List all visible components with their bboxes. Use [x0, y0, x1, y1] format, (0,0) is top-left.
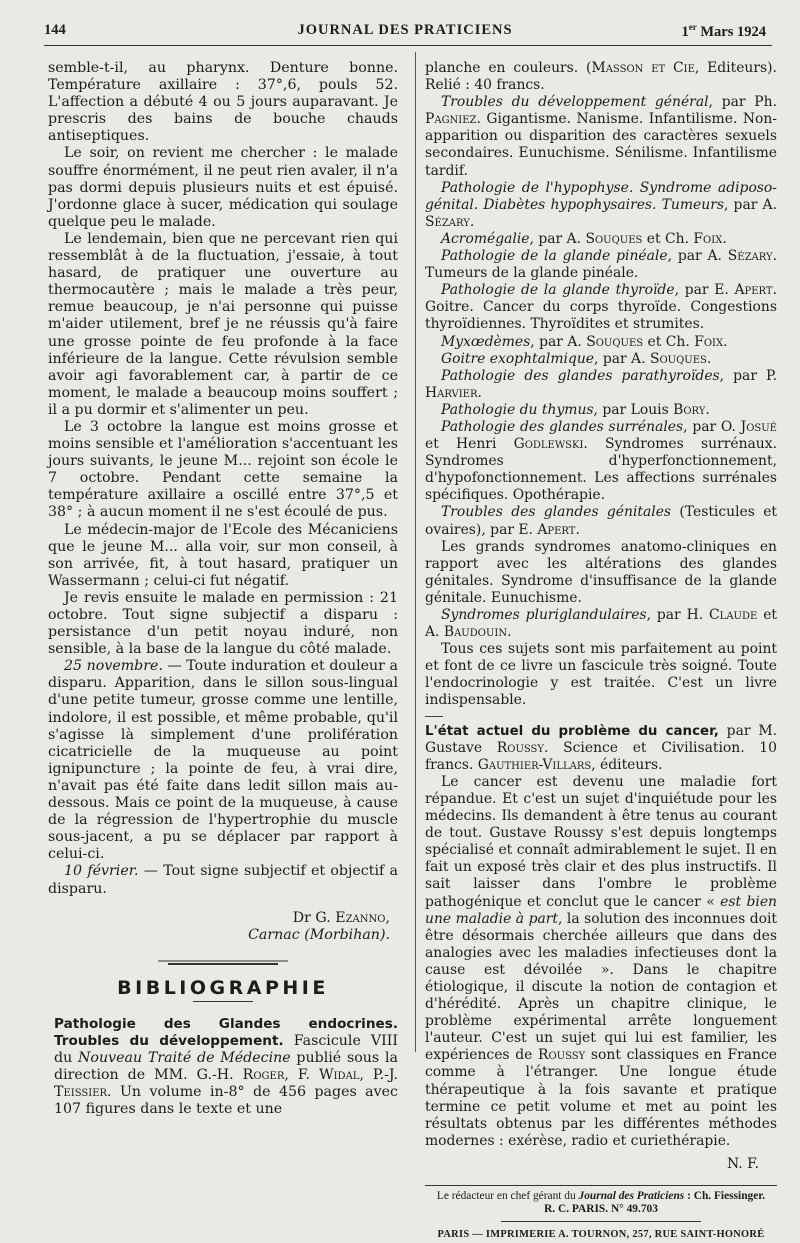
- review-paragraph: Le cancer est devenu une maladie fort répandue. Et c'est un sujet d'inquiétude pour les médecins. Ils demandent à être tenus au courant de tout. Gustave Roussy s'est depuis longtemps spécialisé et connaît admirablement le sujet. Il en fait un exposé très clair et des plus instructifs. Il sait laisser dans l'ombre le problème pathogénique et conclut que le cancer « est bien une maladie à part, la solution des inconnues doit être désormais cherchée ailleurs que dans des analogies avec les maladies infectieuses dont la cause est dévoilée ». Dans le chapitre étiologique, il discute la notion de contagion et d'hérédité. Après un chapitre clinique, le problème expérimental arrête longuement l'auteur. C'est un sujet qui lui est familier, les expériences de Roussy sont classiques en France comme à l'étranger. Une longue étude thérapeutique à la fois savante et pratique termine ce petit volume et met au point les résultats obtenus par les différentes méthodes modernes : exérèse, radio et curiethérapie.: [425, 773, 777, 1149]
- paragraph: Le médecin-major de l'Ecole des Mécaniciens que le jeune M... alla voir, sur mon conseil, à son arrivée, fit, à tout hasard, pratiquer un Wassermann ; celui-ci fut négatif.: [48, 521, 398, 589]
- paragraph: Je revis ensuite le malade en permission : 21 octobre. Tout signe subjectif a disparu : persistance d'un petit noyau induré, non sensible, à la base de la langue du côté malade.: [48, 589, 398, 658]
- toc-entry: Pathologie de l'hypophyse. Syndrome adiposo-génital. Diabètes hypophysaires. Tumeurs, par A. Sézary.: [425, 179, 777, 230]
- toc-entry: Acromégalie, par A. Souques et Ch. Foix.: [441, 230, 727, 247]
- issue-date: 1er Mars 1924: [681, 22, 766, 40]
- paragraph: semble-t-il, au pharynx. Denture bonne. Température axillaire : 37°,6, pouls 52. L'affection a débuté 4 ou 5 jours auparavant. Je prescris des bains de bouche chauds antiseptiques.: [48, 60, 398, 145]
- book-entry: Pathologie des Glandes endocrines. Troubles du développement. Fascicule VIII du Nouveau Traité de Médecine publié sous la direction de MM. G.-H. Roger, F. Widal, P.-J. Teissier. Un volume in-8° de 456 pages avec 107 figures dans le texte et une: [54, 1015, 399, 1118]
- right-column: [425, 60, 777, 1243]
- book-entry: L'état actuel du problème du cancer, par M. Gustave Roussy. Science et Civilisation. 10 francs. Gauthier-Villars, éditeurs.: [425, 722, 777, 773]
- toc-entry: Les grands syndromes anatomo-cliniques en rapport avec les altérations des glandes génitales. Syndrome d'insuffisance de la glande génitale. Eunuchisme.: [425, 538, 777, 606]
- toc-entry: Myxœdèmes, par A. Souques et Ch. Foix.: [441, 333, 728, 350]
- toc-entry: Troubles des glandes génitales (Testicules et ovaires), par E. Apert.: [425, 504, 777, 538]
- paragraph: Le 3 octobre la langue est moins grosse et moins sensible et l'amélioration s'accentuant les jours suivants, le jeune M... rejoint son école le 7 octobre. Pendant cette semaine la température axillaire a oscillé entre 37°,5 et 38° ; à aucun moment il ne s'est écoulé de pus.: [48, 418, 398, 521]
- paragraph: planche en couleurs. (Masson et Cie, Editeurs). Relié : 40 francs.: [425, 60, 777, 94]
- toc-entry: Pathologie de la glande pinéale, par A. Sézary. Tumeurs de la glande pinéale.: [425, 248, 777, 282]
- toc-entry: Syndromes pluriglandulaires, par H. Claude et A. Baudouin.: [425, 607, 778, 641]
- review-paragraph: Tous ces sujets sont mis parfaitement au point et font de ce livre un fascicule très soigné. Toute l'endocrinologie y est traitée. C'est un livre indispensable.: [425, 641, 777, 709]
- title-rule: [193, 1001, 253, 1002]
- signature: Dr G. Ezanno, Carnac (Morbihan).: [248, 909, 390, 943]
- toc-entry: Goitre exophtalmique, par A. Souques.: [441, 350, 712, 367]
- ornament-divider: [48, 958, 398, 968]
- section-title: BIBLIOGRAPHIE: [117, 976, 329, 999]
- reviewer-initials: N. F.: [727, 1155, 759, 1172]
- editor-imprint: Le rédacteur en chef gérant du Journal des Praticiens : Ch. Fiessinger. R. C. PARIS. N° 49.703: [436, 1190, 766, 1215]
- toc-entry: Pathologie des glandes surrénales, par O. Josué et Henri Godlewski. Syndromes surrénaux. Syndromes d'hyperfonctionnement, d'hypofonctionnement. Les affections surrénales spécifiques. Opothérapie.: [425, 418, 777, 504]
- page-number: 144: [44, 22, 66, 38]
- page-header: [44, 22, 766, 42]
- toc-entry: Pathologie des glandes parathyroïdes, par P. Harvier.: [425, 367, 777, 401]
- toc-entry: Pathologie de la glande thyroïde, par E. Apert. Goitre. Cancer du corps thyroïde. Congestions thyroïdiennes. Thyroïdites et strumites.: [425, 282, 777, 333]
- printer-line: PARIS — IMPRIMERIE A. TOURNON, 257, RUE SAINT-HONORÉ: [437, 1229, 765, 1240]
- journal-title: JOURNAL DES PRATICIENS: [297, 22, 513, 38]
- column-divider: [415, 52, 416, 1052]
- paragraph: Le lendemain, bien que ne percevant rien qui ressemblât à de la fluctuation, j'essaie, à tout hasard, de pratiquer une ouverture au thermocautère ; mais le malade a très peur, remue beaucoup, je n'ai personne qui puisse m'aider utilement, bref je ne réussis qu'à faire une grosse pointe de feu profonde à la face inférieure de la langue. Cette révulsion semble avoir agi favorablement car, à partir de ce moment, le malade a beaucoup moins souffert ; il a pu dormir et s'alimenter un peu.: [48, 230, 398, 418]
- toc-entry: Pathologie du thymus, par Louis Bory.: [441, 401, 710, 418]
- imprint-rule: [425, 1185, 777, 1186]
- imprint-rule-2: [501, 1221, 701, 1222]
- paragraph: 25 novembre. — Toute induration et douleur a disparu. Apparition, dans le sillon sous-lingual d'une petite tumeur, grosse comme une lentille, indolore, il est possible, et même probable, qu'il s'agisse là simplement d'une prolifération cicatricielle de la muqueuse au point ignipuncture ; la pointe de feu, à vrai dire, n'avait pas été faite dans ledit sillon mais au-dessous. Mais ce point de la muqueuse, à cause de la régression de l'hypertrophie du muscle sous-jacent, a pu se déplacer par rapport à celui-ci.: [48, 658, 398, 863]
- toc-entry: Troubles du développement général, par Ph. Pagniez. Gigantisme. Nanisme. Infantilisme. Non-apparition ou disparition des caractères sexuels secondaires. Eunuchisme. Sénilisme. Infantilisme tardif.: [425, 94, 777, 179]
- paragraph: Le soir, on revient me chercher : le malade souffre énormément, il ne peut rien avaler, il n'a pas dormi depuis plusieurs nuits et est épuisé. J'ordonne glace à sucer, médication qui soulage quelque peu le malade.: [48, 145, 398, 230]
- separator-rule: [425, 716, 443, 717]
- paragraph: 10 février. — Tout signe subjectif et objectif a disparu.: [48, 863, 398, 897]
- left-column: [48, 60, 398, 1118]
- header-rule: [44, 45, 772, 46]
